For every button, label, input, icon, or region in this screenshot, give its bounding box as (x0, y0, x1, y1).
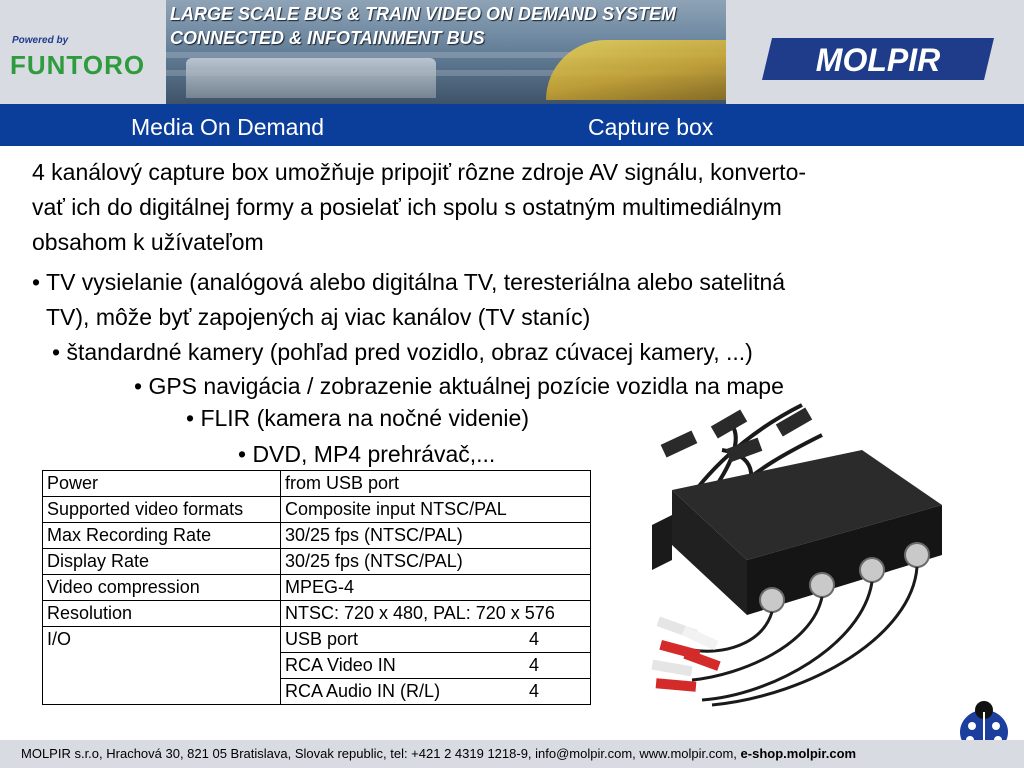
spec-value: Composite input NTSC/PAL (281, 497, 591, 523)
spec-key-io: I/O (43, 627, 281, 705)
page-title: Capture box (588, 114, 714, 140)
header (0, 0, 1024, 104)
spec-key: Max Recording Rate (43, 523, 281, 549)
train-image (546, 40, 726, 100)
footer-contact (21, 746, 856, 761)
io-qty: 4 (529, 681, 540, 701)
bus-image (186, 58, 436, 98)
spec-value: MPEG-4 (281, 575, 591, 601)
table-row (43, 471, 591, 497)
table-row (43, 549, 591, 575)
eshop-link[interactable]: e-shop.molpir.com (740, 746, 857, 761)
io-qty: 4 (529, 655, 540, 675)
powered-by-label: Powered by (12, 35, 69, 46)
io-name: USB port (285, 629, 359, 649)
banner-title-line1: LARGE SCALE BUS & TRAIN VIDEO ON DEMAND SYSTEM (170, 4, 677, 24)
spec-key: Video compression (43, 575, 281, 601)
table-row (43, 497, 591, 523)
funtoro-logo: FUNTORO (10, 50, 146, 80)
intro-line-3: obsahom k užívateľom (32, 229, 264, 255)
footer-address: MOLPIR s.r.o, Hrachová 30, 821 05 Bratislava, Slovak republic, tel: +421 2 4319 1218-9, info@molpir.com, www.molpir.com, (21, 746, 737, 761)
intro-line-1: 4 kanálový capture box umožňuje pripojiť rôzne zdroje AV signálu, konverto- (32, 159, 807, 185)
spec-key: Power (43, 471, 281, 497)
banner-image (166, 0, 726, 104)
bullet-gps: • GPS navigácia / zobrazenie aktuálnej pozície vozidla na mape (134, 373, 784, 399)
bullet-flir: • FLIR (kamera na nočné videnie) (186, 405, 529, 431)
spec-key: Resolution (43, 601, 281, 627)
io-cell (281, 653, 591, 679)
spec-value: 30/25 fps (NTSC/PAL) (281, 549, 591, 575)
spec-value: 30/25 fps (NTSC/PAL) (281, 523, 591, 549)
io-cell (281, 627, 591, 653)
intro-line-2: vať ich do digitálnej formy a posielať ich spolu s ostatným multimediálnym (32, 194, 782, 220)
table-row (43, 523, 591, 549)
bullet-dvd: • DVD, MP4 prehrávač,... (238, 441, 496, 467)
table-row (43, 575, 591, 601)
bullet-cameras: • štandardné kamery (pohľad pred vozidlo, obraz cúvacej kamery, ...) (52, 339, 753, 365)
molpir-logo (758, 36, 998, 82)
spec-key: Display Rate (43, 549, 281, 575)
capture-box-image (612, 395, 972, 715)
io-cell (281, 679, 591, 705)
molpir-logo-text: MOLPIR (815, 42, 941, 78)
table-row (43, 627, 591, 653)
table-row (43, 601, 591, 627)
bullet-tv-continued: TV), môže byť zapojených aj viac kanálov (TV staníc) (46, 304, 591, 330)
section-title: Media On Demand (131, 114, 325, 140)
io-name: RCA Audio IN (R/L) (285, 681, 441, 701)
io-name: RCA Video IN (285, 655, 396, 675)
banner-title-line2: CONNECTED & INFOTAINMENT BUS (170, 28, 485, 48)
spec-table (42, 470, 591, 705)
spec-key: Supported video formats (43, 497, 281, 523)
spec-value: NTSC: 720 x 480, PAL: 720 x 576 (281, 601, 591, 627)
bullet-tv: • TV vysielanie (analógová alebo digitálna TV, teresteriálna alebo satelitná (32, 269, 786, 295)
spec-value: from USB port (281, 471, 591, 497)
io-qty: 4 (529, 629, 540, 649)
